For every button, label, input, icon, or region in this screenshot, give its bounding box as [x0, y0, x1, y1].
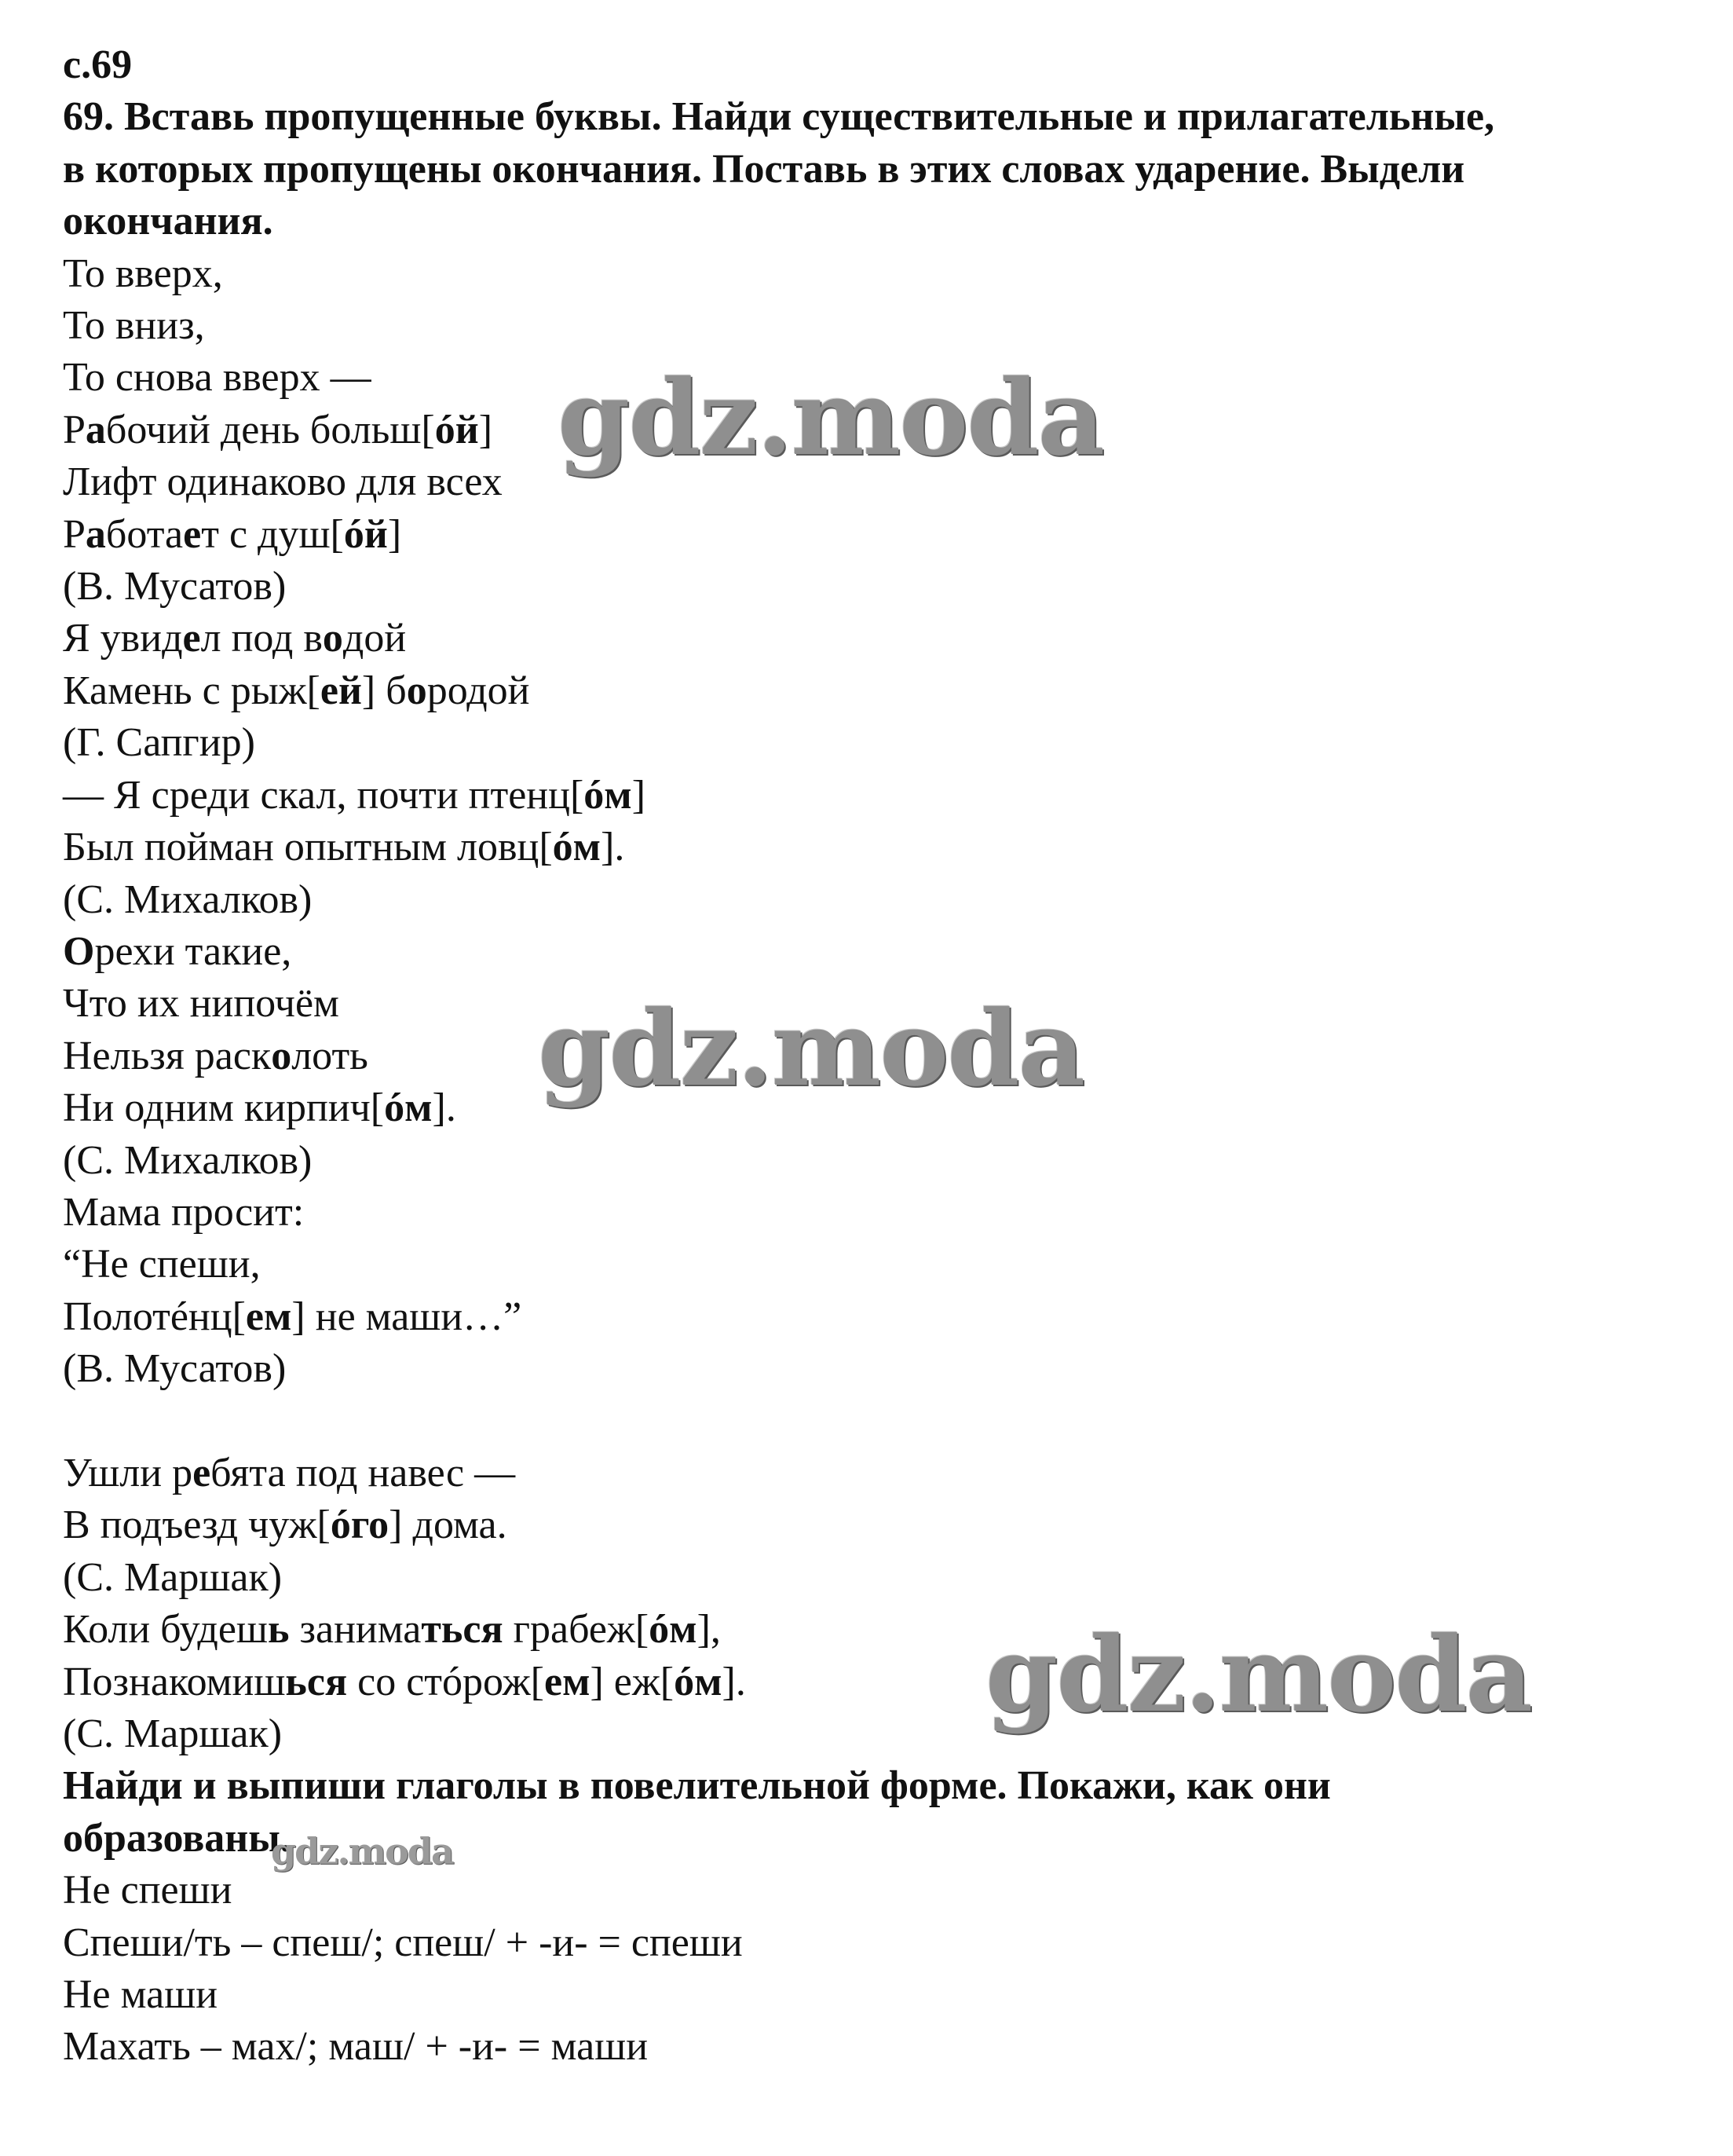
- text-segment: родой: [426, 668, 530, 713]
- text-line: [63, 1865, 1680, 1916]
- highlighted-letters: óм: [583, 772, 632, 818]
- highlighted-letters: óй: [343, 511, 388, 557]
- text-segment: л под в: [200, 616, 323, 661]
- text-segment: (С. Маршак): [63, 1554, 283, 1600]
- text-line: [63, 1917, 1680, 1969]
- highlighted-letters: а: [85, 511, 106, 557]
- text-segment: Ни одним кирпич[: [63, 1085, 385, 1131]
- text-segment: “Не спеши,: [63, 1242, 261, 1287]
- highlighted-letters: о: [322, 616, 343, 661]
- text-segment: Р: [63, 511, 86, 557]
- text-line: [63, 822, 1680, 873]
- text-segment: То вниз,: [63, 303, 205, 349]
- answer-text: [63, 1865, 1680, 2074]
- text-segment: То вверх,: [63, 251, 223, 296]
- text-segment: бота: [105, 511, 184, 557]
- text-line: [63, 1448, 1680, 1499]
- watermark: gdz.moda: [271, 1830, 453, 1872]
- text-segment: ].: [722, 1659, 746, 1704]
- text-segment: (С. Маршак): [63, 1711, 283, 1756]
- text-segment: Был пойман опытным ловц[: [63, 825, 553, 870]
- text-segment: ] не маши…”: [291, 1294, 522, 1339]
- text-line: [63, 300, 1680, 352]
- highlighted-letters: о: [406, 668, 427, 713]
- text-segment: бочий день больш[: [105, 407, 435, 452]
- text-segment: Не маши: [63, 1972, 218, 2018]
- highlighted-letters: о: [271, 1033, 292, 1078]
- text-segment: Мама просит:: [63, 1189, 305, 1235]
- text-line: [63, 2021, 1680, 2073]
- text-segment: бята под навес —: [210, 1450, 516, 1495]
- highlighted-letters: ь: [267, 1607, 290, 1653]
- text-segment: ].: [432, 1085, 456, 1131]
- text-segment: Спеши/ть – спеш/; спеш/ + -и- = спеши: [63, 1920, 743, 1965]
- text-segment: (В. Мусатов): [63, 564, 287, 609]
- text-segment: Камень с рыж[: [63, 668, 320, 713]
- text-line: [63, 717, 1680, 769]
- text-segment: Р: [63, 407, 86, 452]
- text-segment: Я увид: [63, 616, 183, 661]
- text-line: [63, 770, 1680, 822]
- highlighted-letters: а: [85, 407, 106, 452]
- text-segment: (В. Мусатов): [63, 1346, 287, 1392]
- text-line: [63, 874, 1680, 926]
- text-segment: т с душ[: [201, 511, 344, 557]
- text-segment: (Г. Сапгир): [63, 720, 255, 766]
- text-segment: со стóрож[: [347, 1659, 544, 1704]
- text-segment: (С. Михалков): [63, 877, 313, 922]
- blank-line: [63, 1396, 1680, 1448]
- text-line: [63, 1239, 1680, 1290]
- text-line: [63, 248, 1680, 300]
- text-segment: Лифт одинаково для всех: [63, 459, 503, 505]
- text-segment: ].: [601, 825, 625, 870]
- highlighted-letters: е: [192, 1450, 211, 1495]
- highlighted-letters: óй: [434, 407, 479, 452]
- highlighted-letters: О: [63, 928, 95, 974]
- text-segment: занима: [289, 1607, 422, 1653]
- text-line: [63, 1187, 1680, 1239]
- watermark: gdz.moda: [558, 357, 1104, 479]
- text-line: [63, 561, 1680, 613]
- text-segment: ],: [696, 1607, 721, 1653]
- text-segment: В подъезд чуж[: [63, 1503, 331, 1548]
- text-segment: ] дома.: [389, 1503, 507, 1548]
- highlighted-letters: ем: [245, 1294, 292, 1339]
- task2-heading: Найди и выпиши глаголы в повелительной форме. Покажи, как они образованы.: [63, 1763, 1331, 1861]
- text-line: [63, 1499, 1680, 1551]
- text-segment: дой: [342, 616, 407, 661]
- text-segment: Полотéнц[: [63, 1294, 246, 1339]
- watermark: gdz.moda: [985, 1614, 1532, 1736]
- watermark: gdz.moda: [538, 988, 1084, 1110]
- highlighted-letters: óго: [330, 1503, 389, 1548]
- text-segment: Не спеши: [63, 1868, 232, 1913]
- text-segment: Коли будеш: [63, 1607, 268, 1653]
- text-segment: лоть: [291, 1033, 368, 1078]
- text-segment: ]: [387, 511, 402, 557]
- text-segment: Махать – мах/; маш/ + -и- = маши: [63, 2024, 649, 2070]
- text-segment: ] еж[: [590, 1659, 675, 1704]
- text-segment: (С. Михалков): [63, 1137, 313, 1183]
- text-segment: ] б: [361, 668, 407, 713]
- text-segment: Ушли р: [63, 1450, 193, 1495]
- page-number: с.69: [63, 42, 133, 87]
- highlighted-letters: óм: [674, 1659, 722, 1704]
- highlighted-letters: ться: [421, 1607, 503, 1653]
- text-line: [63, 1552, 1680, 1604]
- text-segment: Познакомиш: [63, 1659, 286, 1704]
- text-segment: рехи такие,: [94, 928, 292, 974]
- text-segment: — Я среди скал, почти птенц[: [63, 772, 584, 818]
- text-line: [63, 1135, 1680, 1187]
- text-line: [63, 1343, 1680, 1395]
- text-segment: То снова вверх —: [63, 355, 371, 401]
- text-line: [63, 1969, 1680, 2021]
- text-line: [63, 1291, 1680, 1343]
- text-line: [63, 509, 1680, 561]
- text-segment: ]: [631, 772, 646, 818]
- text-line: [63, 613, 1680, 664]
- highlighted-letters: ем: [543, 1659, 590, 1704]
- highlighted-letters: ься: [285, 1659, 348, 1704]
- highlighted-letters: óм: [649, 1607, 697, 1653]
- text-segment: Нельзя раск: [63, 1033, 272, 1078]
- highlighted-letters: ей: [320, 668, 362, 713]
- highlighted-letters: е: [182, 616, 201, 661]
- text-segment: ]: [478, 407, 493, 452]
- text-segment: Что их нипочём: [63, 981, 339, 1027]
- text-segment: грабеж[: [503, 1607, 649, 1653]
- highlighted-letters: óм: [552, 825, 601, 870]
- text-line: [63, 926, 1680, 978]
- highlighted-letters: óм: [384, 1085, 433, 1131]
- exercise-heading: 69. Вставь пропущенные буквы. Найди существительные и прилагательные, в которых пропущены окончания. Поставь в этих словах ударение. Выдели окончания.: [63, 94, 1495, 244]
- text-line: [63, 665, 1680, 717]
- highlighted-letters: е: [183, 511, 202, 557]
